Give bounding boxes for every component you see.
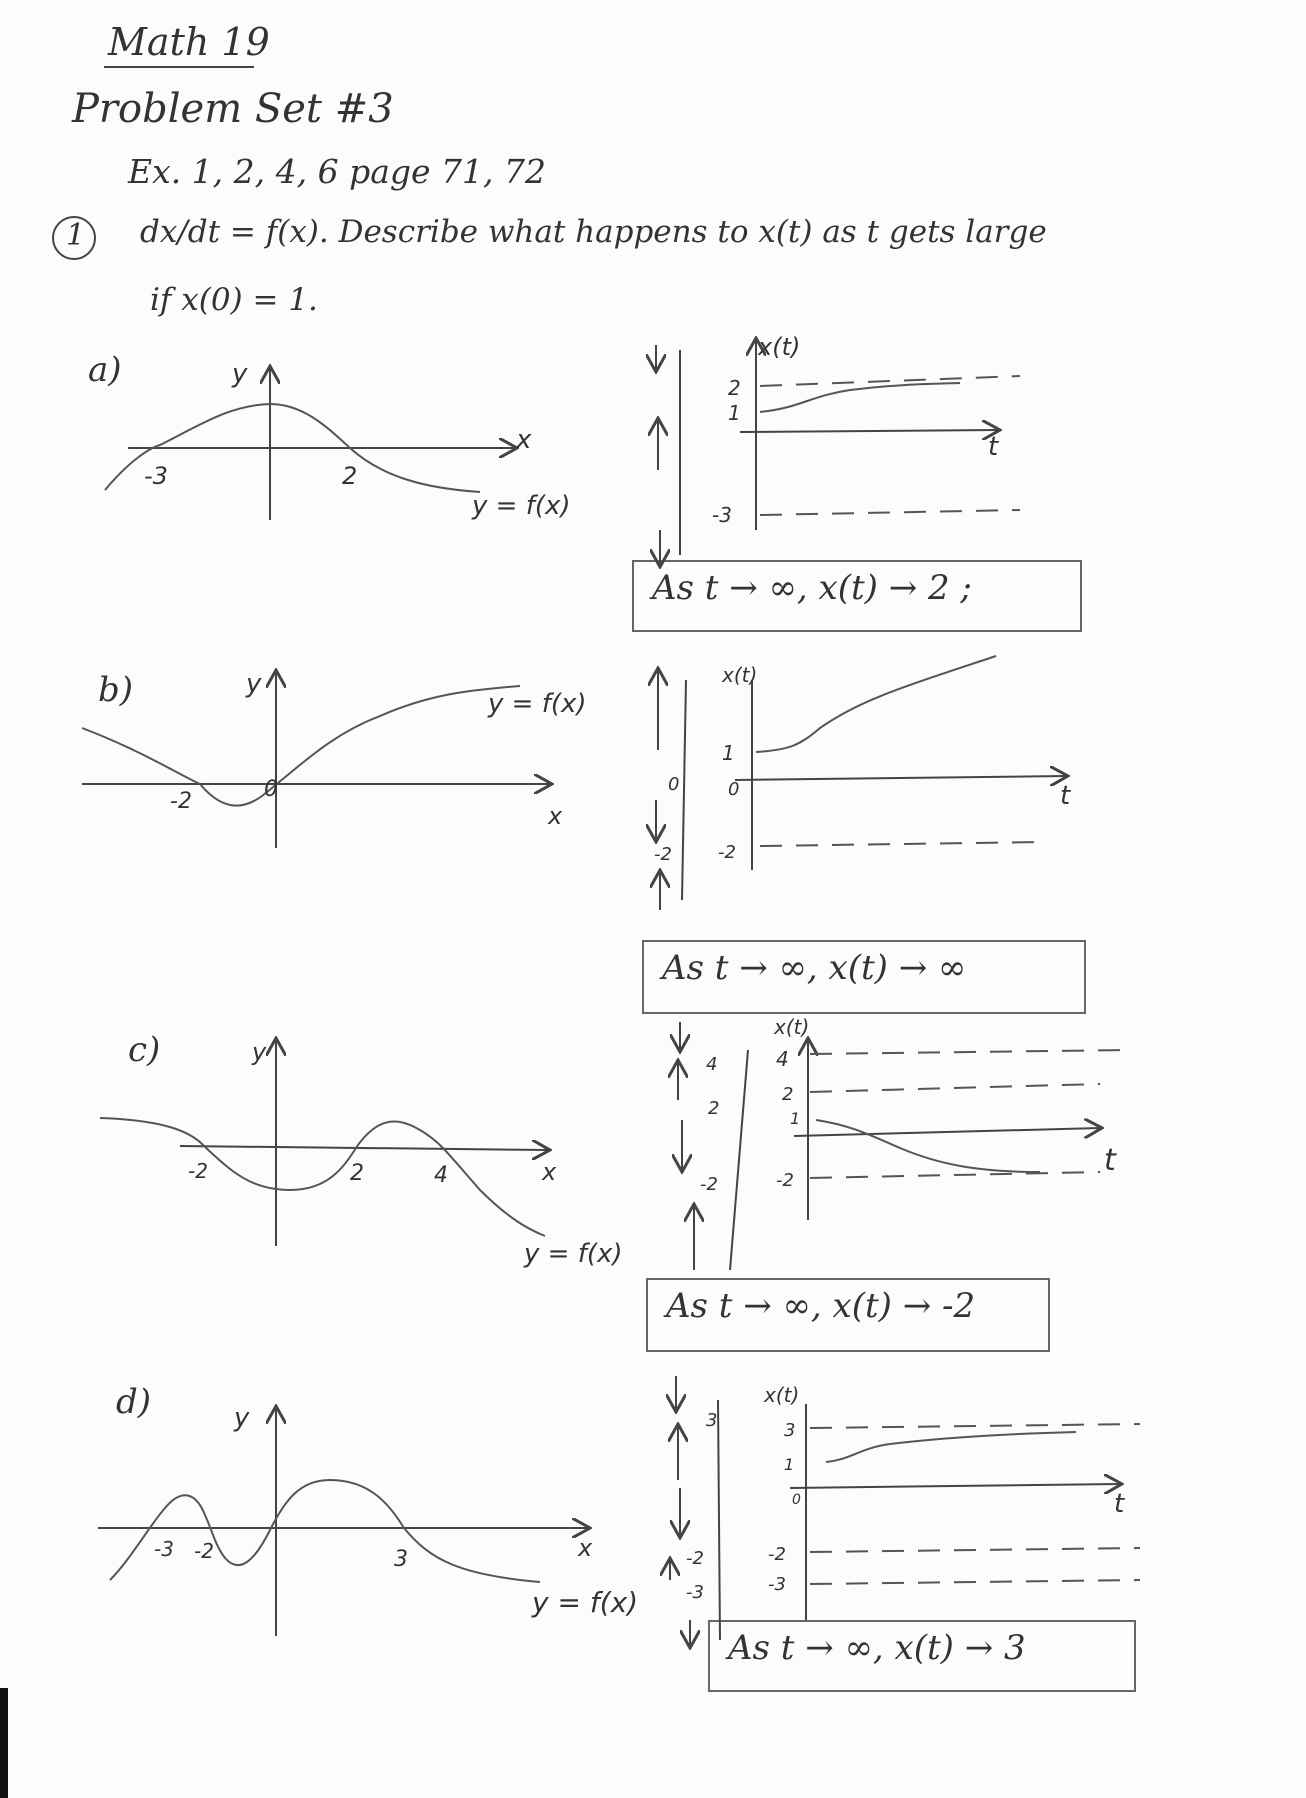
equilibrium-line: [760, 510, 1020, 515]
part-d-xt-graph: [763, 1383, 1140, 1620]
tick-label: 1: [722, 741, 735, 765]
equilibrium-line: [810, 1084, 1100, 1092]
tick-label: -2: [776, 1170, 794, 1191]
tick-label: 2: [350, 1161, 364, 1186]
problem-initial-condition: if x(0) = 1.: [150, 282, 318, 318]
tick-label: 4: [776, 1047, 789, 1071]
tick-label: -3: [144, 462, 168, 490]
xt-axis-label: x(t): [774, 1015, 810, 1039]
tick-label: 4: [706, 1054, 718, 1075]
part-b-answer: As t → ∞, x(t) → ∞: [642, 940, 1086, 1014]
xt-axis-label: x(t): [764, 1383, 800, 1407]
y-axis-label: y: [234, 1403, 250, 1433]
part-d-phase-line: [670, 1376, 720, 1646]
equilibrium-line: [810, 1424, 1140, 1428]
y-axis-label: y: [252, 1038, 267, 1066]
equilibrium-line: [760, 842, 1046, 846]
tick-label: 3: [784, 1420, 796, 1441]
part-c-xt-graph: [773, 1015, 1130, 1220]
part-a-phase-line: [656, 345, 680, 565]
tick-label: -2: [686, 1548, 704, 1569]
t-axis-label: t: [988, 432, 999, 462]
tick-label: -2: [188, 1159, 208, 1183]
part-c-phase-line: [678, 1022, 748, 1270]
solution-curve: [816, 1120, 1040, 1172]
scan-edge-shadow: [0, 1688, 8, 1798]
t-axis: [735, 776, 1066, 780]
tick-label: 0: [728, 779, 740, 800]
problem-statement: dx/dt = f(x). Describe what happens to x(t) as t gets large: [140, 214, 1047, 250]
x-axis-label: x: [542, 1158, 557, 1186]
xt-axis-label: x(t): [758, 333, 801, 361]
tick-label: 0: [264, 777, 278, 802]
function-label: y = f(x): [532, 1586, 639, 1619]
x-axis-label: x: [578, 1534, 593, 1562]
problem-number: 1: [66, 218, 86, 253]
tick-label: -2: [654, 844, 672, 865]
part-a-f-graph: [105, 359, 571, 521]
equilibrium-line: [810, 1580, 1140, 1584]
solution-curve: [826, 1432, 1076, 1462]
tick-label: -3: [154, 1537, 174, 1561]
tick-label: 2: [708, 1098, 720, 1119]
xt-axis-label: x(t): [722, 663, 758, 687]
part-d-answer: As t → ∞, x(t) → 3: [708, 1620, 1136, 1692]
tick-label: 2: [728, 376, 741, 400]
tick-label: 3: [706, 1410, 718, 1431]
part-d-f-graph: [98, 1403, 638, 1636]
part-c-answer: As t → ∞, x(t) → -2: [646, 1278, 1050, 1352]
f-curve: [100, 1118, 545, 1236]
y-axis-label: y: [246, 669, 262, 699]
function-label: y = f(x): [472, 491, 571, 521]
part-b-phase-line: [654, 670, 686, 910]
tick-label: -3: [768, 1574, 786, 1595]
function-label: y = f(x): [524, 1239, 623, 1269]
tick-label: -2: [700, 1174, 718, 1195]
t-axis: [740, 430, 998, 432]
tick-label: 2: [342, 462, 358, 490]
problem-set-heading: Problem Set #3: [72, 86, 394, 132]
equilibrium-line: [810, 1548, 1140, 1552]
x-axis-label: x: [548, 802, 563, 830]
part-a-answer: As t → ∞, x(t) → 2 ;: [632, 560, 1082, 632]
y-axis-label: y: [232, 359, 248, 389]
part-b-f-graph: [82, 669, 587, 848]
t-axis-label: t: [1104, 1143, 1116, 1178]
part-a-label: a): [88, 350, 122, 390]
equilibrium-line: [760, 376, 1020, 386]
equilibrium-line: [810, 1172, 1100, 1178]
part-c-f-graph: [100, 1038, 623, 1269]
equilibrium-line: [810, 1050, 1130, 1054]
t-axis-label: t: [1114, 1489, 1125, 1519]
page-title: Math 19: [108, 20, 270, 64]
tick-label: 1: [728, 401, 741, 425]
tick-label: 1: [790, 1109, 801, 1128]
part-a-xt-graph: [712, 333, 1020, 530]
tick-label: -2: [170, 789, 192, 814]
solution-curve: [756, 656, 996, 752]
f-curve: [82, 686, 520, 806]
t-axis: [794, 1128, 1100, 1136]
function-label: y = f(x): [488, 689, 587, 719]
tick-label: 0: [668, 774, 680, 795]
phase-line: [730, 1050, 748, 1270]
tick-label: 4: [434, 1163, 448, 1188]
tick-label: -2: [194, 1539, 214, 1563]
exercise-list: Ex. 1, 2, 4, 6 page 71, 72: [128, 152, 546, 191]
f-curve: [110, 1480, 540, 1582]
part-b-label: b): [98, 670, 134, 710]
t-axis-label: t: [1060, 781, 1071, 811]
tick-label: 1: [784, 1455, 795, 1474]
solution-curve: [760, 383, 960, 412]
part-b-xt-graph: [718, 656, 1071, 870]
phase-line: [718, 1400, 720, 1640]
tick-label: -3: [712, 503, 732, 527]
part-c-label: c): [128, 1030, 161, 1070]
tick-label: 2: [782, 1084, 794, 1105]
phase-line: [682, 680, 686, 900]
tick-label: -2: [718, 842, 736, 863]
tick-label: -3: [686, 1582, 704, 1603]
tick-label: 0: [792, 1492, 801, 1508]
tick-label: 3: [394, 1547, 408, 1572]
t-axis: [790, 1484, 1120, 1488]
x-axis-label: x: [516, 425, 532, 455]
x-axis: [180, 1146, 548, 1150]
tick-label: -2: [768, 1544, 786, 1565]
part-d-label: d): [116, 1382, 152, 1422]
